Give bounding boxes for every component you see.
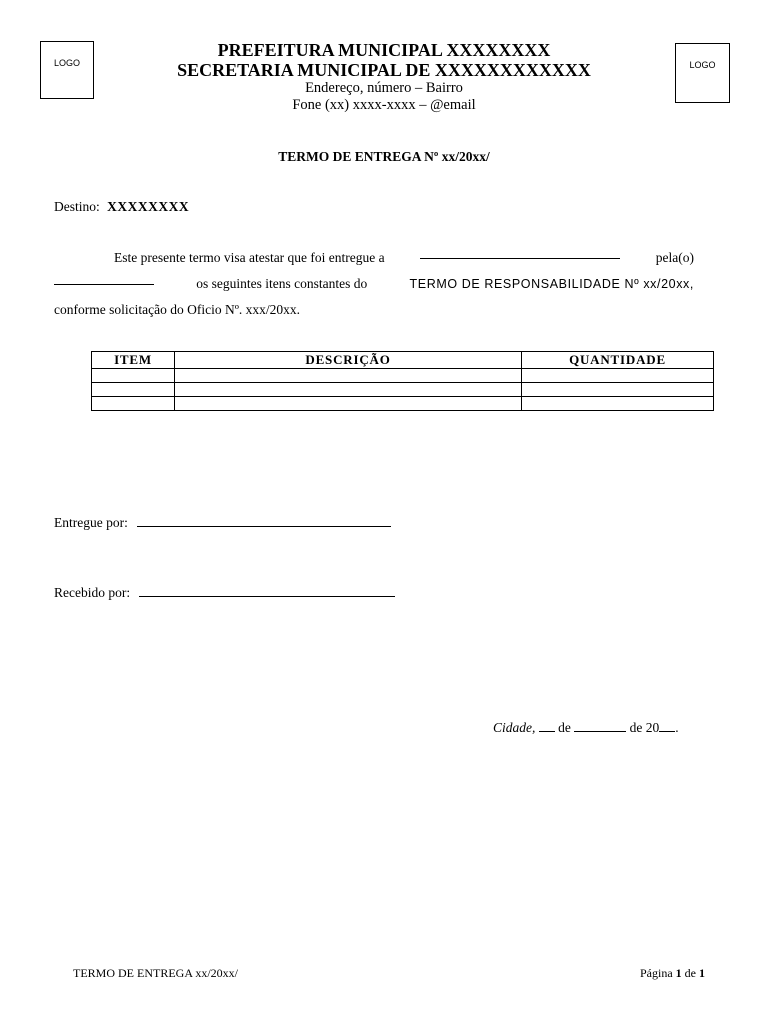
date-part2: de 20: [629, 720, 660, 735]
received-by-label: Recebido por:: [54, 585, 131, 600]
sender-blank: [54, 271, 154, 285]
footer-page-num: 1: [675, 966, 682, 980]
footer-page-total: 1: [699, 966, 705, 980]
body-part5: conforme solicitação do Oficio Nº. xxx/20xx.: [54, 302, 300, 317]
header-descricao: DESCRIÇÃO: [175, 352, 522, 369]
letterhead: [0, 40, 768, 114]
table-cell[interactable]: [522, 397, 714, 411]
table-cell[interactable]: [175, 397, 522, 411]
footer-doc-title: TERMO DE ENTREGA xx/20xx/: [73, 966, 238, 980]
body-line-2: [54, 271, 694, 297]
delivered-by-label: Entregue por:: [54, 515, 128, 530]
table-row: [92, 397, 714, 411]
date-part1: de: [558, 720, 571, 735]
delivered-by-line: [54, 513, 391, 531]
footer-page-label: Página: [640, 966, 673, 980]
table-cell[interactable]: [175, 369, 522, 383]
footer-of-label: de: [684, 966, 696, 980]
body-part4: TERMO DE RESPONSABILIDADE Nº xx/20xx,: [409, 277, 694, 291]
header-quantidade: QUANTIDADE: [522, 352, 714, 369]
table-cell[interactable]: [92, 397, 175, 411]
header-address: Endereço, número – Bairro: [305, 80, 463, 96]
date-line: [493, 718, 679, 736]
destino-value: XXXXXXXX: [107, 199, 190, 214]
header-secretaria: SECRETARIA MUNICIPAL DE XXXXXXXXXXXX: [177, 60, 591, 80]
table-cell[interactable]: [522, 383, 714, 397]
year-blank: [659, 718, 675, 732]
recipient-blank: [420, 245, 620, 259]
document-title: TERMO DE ENTREGA Nº xx/20xx/: [278, 149, 490, 164]
body-line-1: [54, 245, 694, 271]
table-cell[interactable]: [92, 383, 175, 397]
destino-line: [54, 199, 189, 215]
table-header-row: [92, 352, 714, 369]
body-part1: Este presente termo visa atestar que foi entregue a: [114, 250, 385, 265]
logo-right-text: LOGO: [689, 60, 716, 70]
footer-page-number: [640, 966, 705, 981]
delivered-by-blank[interactable]: [137, 513, 391, 527]
items-table: [91, 351, 714, 411]
header-prefeitura: PREFEITURA MUNICIPAL XXXXXXXX: [217, 40, 551, 60]
received-by-blank[interactable]: [139, 583, 395, 597]
body-paragraph: [54, 245, 694, 323]
table-cell[interactable]: [175, 383, 522, 397]
body-part3: os seguintes itens constantes do: [196, 276, 368, 291]
destino-label: Destino:: [54, 199, 100, 214]
date-city: Cidade,: [493, 720, 536, 735]
logo-left-text: LOGO: [53, 58, 80, 68]
day-blank: [539, 718, 555, 732]
body-line-3: [54, 297, 694, 323]
date-end: .: [675, 720, 679, 735]
table-row: [92, 369, 714, 383]
table-cell[interactable]: [522, 369, 714, 383]
body-part2: pela(o): [655, 250, 694, 265]
received-by-line: [54, 583, 395, 601]
month-blank: [574, 718, 626, 732]
table-row: [92, 383, 714, 397]
header-item: ITEM: [92, 352, 175, 369]
table-cell[interactable]: [92, 369, 175, 383]
header-phone: Fone (xx) xxxx-xxxx – @email: [292, 97, 476, 113]
